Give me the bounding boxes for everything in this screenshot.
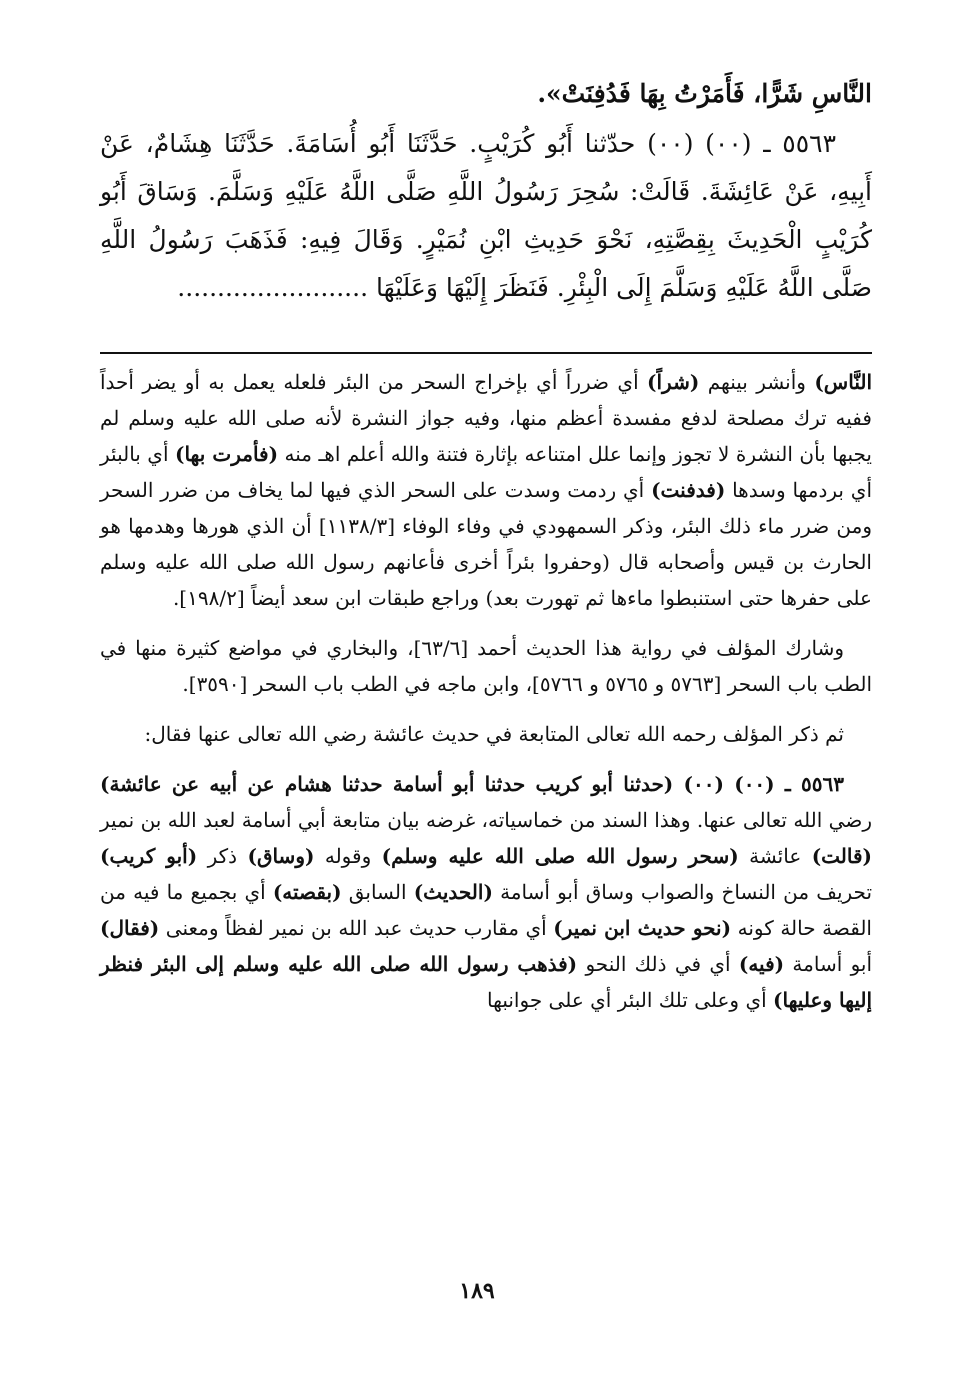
bold-quote-segment: (فأمرت بها) <box>174 442 279 466</box>
bold-quote-segment: (فقال) <box>100 916 160 940</box>
commentary <box>100 364 872 1018</box>
footnote-divider <box>100 352 872 354</box>
hadith-text <box>100 70 872 312</box>
commentary-paragraph-4 <box>100 766 872 1018</box>
text-segment: وقوله <box>314 844 382 868</box>
bold-quote-segment: (نحو حديث ابن نمير) <box>553 916 732 940</box>
text-segment: أي ردمت وسدت على السحر الذي فيها لما يخاف من ضرر السحر ومن ضرر ماء ذلك البئر، وذكر السمهودي في وفاء الوفاء [١١٣٨/٣] أن الذي هورها وهدمها هو الحارث بن قيس وأصحابه قال (وحفروا بئراً أخرى فأعانهم رسول الله صلى الله عليه وسلم على حفرها حتى استنبطوا ماءها ثم تهورت بعد) وراجع طبقات ابن سعد أيضاً [١٩٨/٢]. <box>100 478 873 610</box>
bold-quote-segment: (وساق) <box>247 844 315 868</box>
text-segment: تحريف من النساخ والصواب وساق أبو أسامة <box>492 880 873 904</box>
text-segment: ذكر <box>197 844 248 868</box>
commentary-paragraph-2: وشارك المؤلف في رواية هذا الحديث أحمد [٦٣/٦]، والبخاري في مواضع كثيرة منها في الطب باب السحر [٥٧٦٣ و ٥٧٦٥ و ٥٧٦٦]، وابن ماجه في الطب باب السحر [٣٥٩٠]. <box>100 636 872 696</box>
text-segment: أبو أسامة <box>784 952 873 976</box>
bold-quote-segment: (الحديث) <box>413 880 493 904</box>
bold-quote-segment: (شراً) <box>647 370 700 394</box>
commentary-paragraph-1 <box>100 364 872 616</box>
text-segment: أي في ذلك النحو <box>577 952 739 976</box>
text-segment: عائشة <box>738 844 812 868</box>
bold-quote-segment: (فدفنت) <box>651 478 726 502</box>
hadith-first-line: النَّاسِ شَرًّا، فَأَمَرْتُ بِهَا فَدُفِنَتْ». <box>537 79 872 108</box>
text-segment: أي مقارب حديث عبد الله بن نمير لفظاً ومعنى <box>159 916 554 940</box>
bold-quote-segment: النَّاس) <box>814 370 872 394</box>
bold-quote-segment: (قالت) <box>811 844 872 868</box>
page-content <box>100 70 872 1032</box>
text-segment: رضي الله تعالى عنها. وهذا السند من خماسياته، غرضه بيان متابعة أبي أسامة لعبد الله بن نمير <box>100 808 872 832</box>
hadith-body: ٥٥٦٣ ـ (٠٠) (٠٠) حدّثنا أَبُو كُرَيْبٍ. حَدَّثَنَا أَبُو أُسَامَةَ. حَدَّثَنَا هِشَامٌ، عَنْ أَبِيهِ، عَنْ عَائِشَةَ. قَالَتْ: سُحِرَ رَسُولُ اللَّهِ صَلَّى اللَّهُ عَلَيْهِ وَسَلَّمَ. وَسَاقَ أَبُو كُرَيْبٍ الْحَدِيثَ بِقِصَّتِهِ، نَحْوَ حَدِيثِ ابْنِ نُمَيْرٍ. وَقَالَ فِيهِ: فَذَهَبَ رَسُولُ اللَّهِ صَلَّى اللَّهُ عَلَيْهِ وَسَلَّمَ إِلَى الْبِئْرِ. فَنَظَرَ إِلَيْهَا وَعَلَيْهَا ........................ <box>100 129 872 302</box>
bold-quote-segment: (بقصته) <box>272 880 342 904</box>
text-segment: وأنشر بينهم <box>699 370 815 394</box>
bold-quote-segment: ٥٥٦٣ ـ (٠٠) (٠٠) (حدثنا أبو كريب حدثنا أبو أسامة حدثنا هشام عن أبيه عن عائشة) <box>100 772 844 796</box>
bold-quote-segment: (فذهب رسول الله صلى الله عليه وسلم إلى البئر فنظر إليها وعليها) <box>100 952 872 1012</box>
text-segment: أي ضرراً أي بإخراج السحر من البئر فلعله يعمل به أو يضر أحداً ففيه ترك مصلحة لدفع مفسدة أعظم منها، وفيه جواز النشرة لأنه صلى الله عليه وسلم لم يجبها بأن النشرة لا تجوز وإنما علل امتناعه بإثارة فتنة والله أعلم اهـ منه <box>100 370 873 466</box>
text-segment: أي بالبئر أي بردمها وسدها <box>100 442 873 502</box>
bold-quote-segment: (سحر رسول الله صلى الله عليه وسلم) <box>381 844 739 868</box>
text-segment: أي وعلى تلك البئر أي على جوانبها <box>487 988 774 1012</box>
text-segment: أي بجميع ما فيه من القصة حالة كونه <box>100 880 872 940</box>
text-segment: السابق <box>341 880 414 904</box>
page-number: ١٨٩ <box>459 1278 495 1304</box>
commentary-paragraph-3: ثم ذكر المؤلف رحمه الله تعالى المتابعة في حديث عائشة رضي الله تعالى عنها فقال: <box>144 722 844 746</box>
bold-quote-segment: (أبو كريب) <box>100 844 198 868</box>
bold-quote-segment: (فيه) <box>738 952 785 976</box>
